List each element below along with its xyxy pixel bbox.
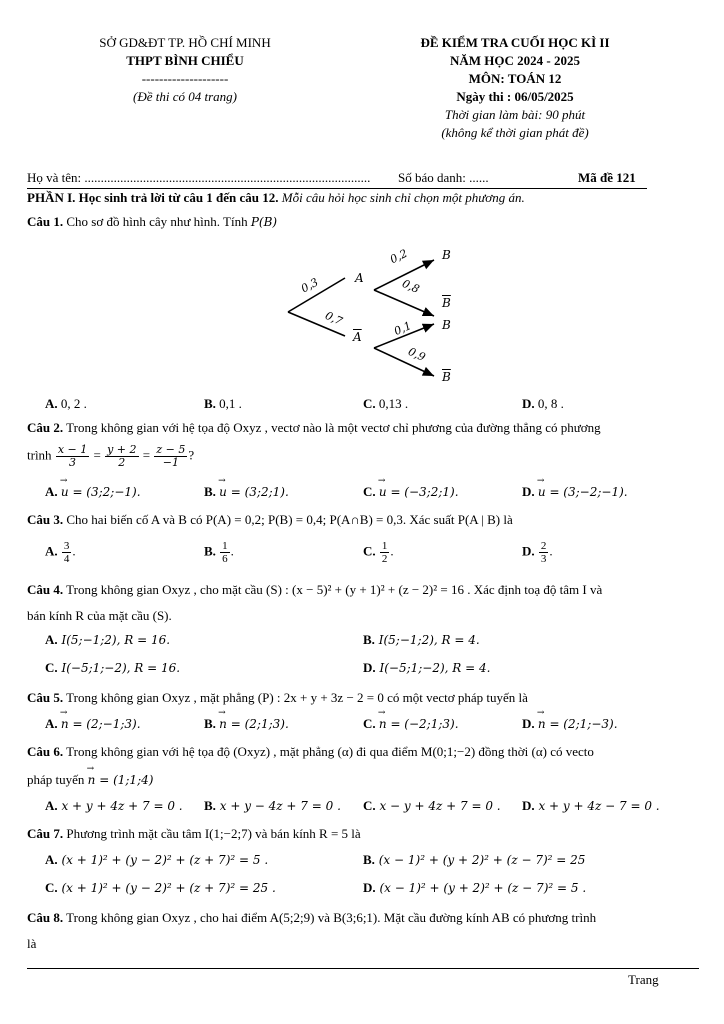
question-8-line2: là xyxy=(27,936,37,951)
question-6-line2: pháp tuyến → n = (1;1;4) xyxy=(27,772,153,788)
q6-option-c[interactable]: C. x − y + 4z + 7 = 0 . xyxy=(363,798,501,813)
label-p-bbar-given-a: 0,8 xyxy=(400,277,422,296)
q3-option-a[interactable]: A. $\frac{3}{4}$ . xyxy=(45,540,76,565)
q3-option-c[interactable]: C. $\frac{1}{2}$ . xyxy=(363,540,394,565)
q7-option-c[interactable]: C. (x + 1)² + (y − 2)² + (z + 7)² = 25 . xyxy=(45,880,276,895)
q6-option-b[interactable]: B. x + y − 4z + 7 = 0 . xyxy=(204,798,341,813)
q2-option-a[interactable]: A. → u = (3;2;−1). xyxy=(45,484,141,500)
node-b-1: B xyxy=(442,248,451,262)
node-a: A xyxy=(355,271,364,285)
department: SỞ GD&ĐT TP. HỒ CHÍ MINH xyxy=(99,35,271,50)
label-p-bbar-given-abar: 0,9 xyxy=(406,345,428,364)
q7-option-d[interactable]: D. (x − 1)² + (y + 2)² + (z − 7)² = 5 . xyxy=(363,880,587,895)
q1-option-a[interactable]: A. 0, 2 . xyxy=(45,396,87,411)
header-dashes: -------------------- xyxy=(141,71,229,86)
question-3: Câu 3. Cho hai biến cố A và B có P(A) = 0,2; P(B) = 0,4; P(A∩B) = 0,3. Xác suất P(A | B) là xyxy=(27,512,513,527)
q5-option-d[interactable]: D. → n = (2;1;−3). xyxy=(522,716,618,732)
q5-option-b[interactable]: B. → n = (2;1;3). xyxy=(204,716,289,732)
question-5: Câu 5. Trong không gian Oxyz , mặt phẳng (P) : 2x + y + 3z − 2 = 0 có một vectơ pháp tuyến là xyxy=(27,690,528,705)
q7-option-a[interactable]: A. (x + 1)² + (y − 2)² + (z + 7)² = 5 . xyxy=(45,852,269,867)
duration-note: (không kể thời gian phát đề) xyxy=(441,125,589,140)
label-p-a: 0,3 xyxy=(298,275,321,296)
q3-option-d[interactable]: D. $\frac{2}{3}$ . xyxy=(522,540,553,565)
question-2: Câu 2. Trong không gian với hệ tọa độ Oxyz , vectơ nào là một vectơ chỉ phương của đường thẳng có phương xyxy=(27,420,601,435)
label-p-abar: 0,7 xyxy=(323,309,345,328)
q4-option-d[interactable]: D. I(−5;1;−2), R = 4. xyxy=(363,660,491,675)
school-name: THPT BÌNH CHIỂU xyxy=(126,53,244,68)
label-p-b-given-abar: 0,1 xyxy=(392,319,414,338)
header-right xyxy=(365,34,665,142)
header-left xyxy=(40,34,330,106)
q2-option-b[interactable]: B. → u = (3;2;1). xyxy=(204,484,289,500)
probability-tree xyxy=(270,240,470,390)
footer-divider xyxy=(27,968,699,969)
node-abar: $\overline{A}$ xyxy=(353,330,362,344)
exam-code: Mã đề 121 xyxy=(578,170,636,185)
subject: MÔN: TOÁN 12 xyxy=(468,71,562,86)
q4-option-a[interactable]: A. I(5;−1;2), R = 16. xyxy=(45,632,171,647)
q2-option-d[interactable]: D. → u = (3;−2;−1). xyxy=(522,484,628,500)
school-year: NĂM HỌC 2024 - 2025 xyxy=(450,53,580,68)
q1-option-d[interactable]: D. 0, 8 . xyxy=(522,396,564,411)
exam-duration: Thời gian làm bài: 90 phút xyxy=(444,107,586,122)
q1-option-c[interactable]: C. 0,13 . xyxy=(363,396,409,411)
exam-date: Ngày thi : 06/05/2025 xyxy=(456,89,574,104)
question-4-line2: bán kính R của mặt cầu (S). xyxy=(27,608,172,623)
question-4: Câu 4. Trong không gian Oxyz , cho mặt cầu (S) : (x − 5)² + (y + 1)² + (z − 2)² = 16 . Xác định toạ độ tâm I và xyxy=(27,582,603,597)
header-divider xyxy=(27,188,647,189)
part-title: PHẦN I. Học sinh trả lời từ câu 1 đến câu 12. Mỗi câu hỏi học sinh chỉ chọn một phương án. xyxy=(27,190,525,205)
label-p-b-given-a: 0,2 xyxy=(388,246,410,267)
node-bbar-2: $\overline{B}$ xyxy=(442,370,451,384)
node-bbar-1: $\overline{B}$ xyxy=(442,296,451,310)
page-footer: Trang xyxy=(628,972,659,987)
question-6: Câu 6. Trong không gian với hệ tọa độ (Oxyz) , mặt phẳng (α) đi qua điểm M(0;1;−2) đồng thời (α) có vecto xyxy=(27,744,594,759)
q6-option-d[interactable]: D. x + y + 4z − 7 = 0 . xyxy=(522,798,660,813)
page-count: (Đề thi có 04 trang) xyxy=(133,89,237,104)
q5-option-a[interactable]: A. → n = (2;−1;3). xyxy=(45,716,141,732)
q4-option-b[interactable]: B. I(5;−1;2), R = 4. xyxy=(363,632,480,647)
question-8: Câu 8. Trong không gian Oxyz , cho hai điểm A(5;2;9) và B(3;6;1). Mặt cầu đường kính AB có phương trình xyxy=(27,910,597,925)
q5-option-c[interactable]: C. → n = (−2;1;3). xyxy=(363,716,459,732)
node-b-2: B xyxy=(442,318,451,332)
question-7: Câu 7. Phương trình mặt cầu tâm I(1;−2;7) và bán kính R = 5 là xyxy=(27,826,361,841)
q6-option-a[interactable]: A. x + y + 4z + 7 = 0 . xyxy=(45,798,183,813)
q4-option-c[interactable]: C. I(−5;1;−2), R = 16. xyxy=(45,660,181,675)
question-2-equation: trình $\frac{x - 1}{3}$ = $\frac{y + 2}{2}$ = $\frac{z - 5}{-1}$ ? xyxy=(27,443,195,469)
q1-option-b[interactable]: B. 0,1 . xyxy=(204,396,242,411)
q7-option-b[interactable]: B. (x − 1)² + (y + 2)² + (z − 7)² = 25 xyxy=(363,852,586,867)
student-name-field: Họ và tên: ........................................................................................ xyxy=(27,170,371,185)
branch-a-bbar xyxy=(374,290,434,316)
q3-option-b[interactable]: B. $\frac{1}{6}$ . xyxy=(204,540,234,565)
student-id-field: Số báo danh: ...... xyxy=(398,170,489,185)
exam-title: ĐỀ KIỂM TRA CUỐI HỌC KÌ II xyxy=(420,35,610,50)
q2-option-c[interactable]: C. → u = (−3;2;1). xyxy=(363,484,459,500)
question-1: Câu 1. Cho sơ đồ hình cây như hình. Tính P(B) xyxy=(27,214,278,229)
